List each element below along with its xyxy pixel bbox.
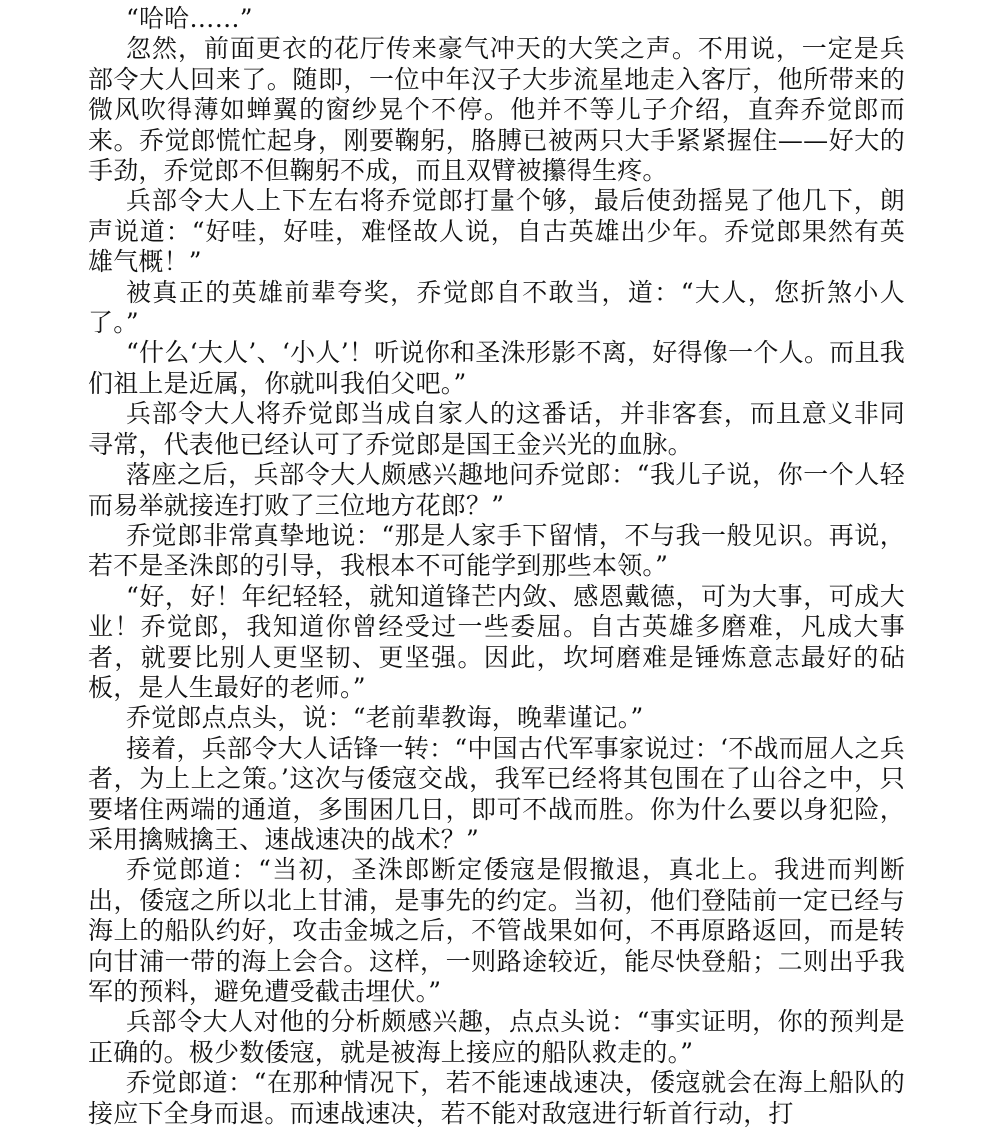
paragraph: 乔觉郎非常真挚地说：“那是人家手下留情，不与我一般见识。再说，若不是圣洙郎的引导，我根本不可能学到那些本领。” bbox=[88, 520, 905, 581]
paragraph: 乔觉郎道：“在那种情况下，若不能速战速决，倭寇就会在海上船队的接应下全身而退。而速战速决，若不能对敌寇进行斩首行动，打 bbox=[88, 1068, 905, 1128]
paragraph: 忽然，前面更衣的花厅传来豪气冲天的大笑之声。不用说，一定是兵部令大人回来了。随即，一位中年汉子大步流星地走入客厅，他所带来的微风吹得薄如蝉翼的窗纱晃个不停。他并不等儿子介绍，直奔乔觉郎而来。乔觉郎慌忙起身，刚要鞠躬，胳膊已被两只大手紧紧握住——好大的手劲，乔觉郎不但鞠躬不成，而且双臂被攥得生疼。 bbox=[88, 34, 905, 186]
paragraph: “好，好！年纪轻轻，就知道锋芒内敛、感恩戴德，可为大事，可成大业！乔觉郎，我知道你曾经受过一些委屈。自古英雄多磨难，凡成大事者，就要比别人更坚韧、更坚强。因此，坎坷磨难是锤炼意志最好的砧板，是人生最好的老师。” bbox=[88, 581, 905, 702]
paragraph: 落座之后，兵部令大人颇感兴趣地问乔觉郎：“我儿子说，你一个人轻而易举就接连打败了三位地方花郎？” bbox=[88, 460, 905, 520]
paragraph: “什么‘大人’、‘小人’！听说你和圣洙形影不离，好得像一个人。而且我们祖上是近属，你就叫我伯父吧。” bbox=[88, 338, 905, 398]
paragraph: 兵部令大人对他的分析颇感兴趣，点点头说：“事实证明，你的预判是正确的。极少数倭寇，就是被海上接应的船队救走的。” bbox=[88, 1007, 905, 1067]
paragraph: “哈哈……” bbox=[126, 4, 253, 33]
paragraph: 乔觉郎道：“当初，圣洙郎断定倭寇是假撤退，真北上。我进而判断出，倭寇之所以北上甘浦，是事先的约定。当初，他们登陆前一定已经与海上的船队约好，攻击金城之后，不管战果如何，不再原路返回，而是转向甘浦一带的海上会合。这样，一则路途较近，能尽快登船；二则出乎我军的预料，避免遭受截击埋伏。” bbox=[88, 855, 905, 1006]
paragraph: 接着，兵部令大人话锋一转：“中国古代军事家说过：‘不战而屈人之兵者，为上上之策。’这次与倭寇交战，我军已经将其包围在了山谷之中，只要堵住两端的通道，多围困几日，即可不战而胜。你为什么要以身犯险，采用擒贼擒王、速战速决的战术？” bbox=[88, 733, 905, 854]
paragraph: 兵部令大人上下左右将乔觉郎打量个够，最后使劲摇晃了他几下，朗声说道：“好哇，好哇，难怪故人说，自古英雄出少年。乔觉郎果然有英雄气概！” bbox=[88, 186, 905, 277]
paragraph: 被真正的英雄前辈夸奖，乔觉郎自不敢当，道：“大人，您折煞小人了。” bbox=[88, 277, 905, 338]
paragraph: 乔觉郎点点头，说：“老前辈教诲，晚辈谨记。” bbox=[126, 703, 644, 733]
paragraph: 兵部令大人将乔觉郎当成自家人的这番话，并非客套，而且意义非同寻常，代表他已经认可了乔觉郎是国王金兴光的血脉。 bbox=[88, 399, 905, 459]
